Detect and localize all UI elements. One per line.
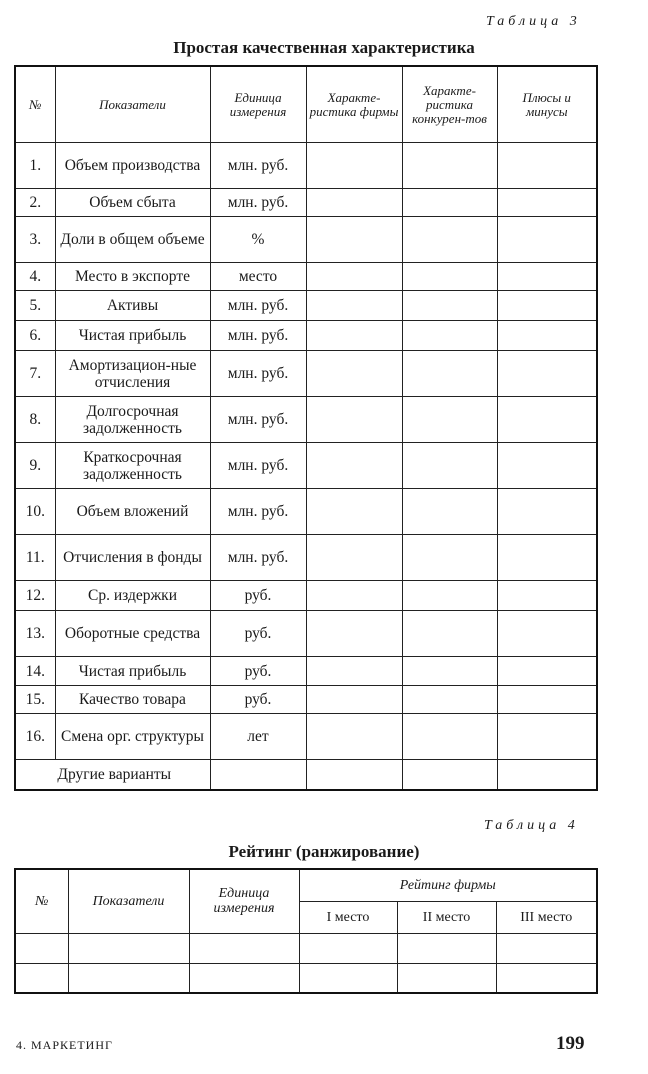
t4-header-rating: Рейтинг фирмы <box>299 869 597 901</box>
pros-cons-cell <box>497 397 597 443</box>
pros-cons-cell <box>497 657 597 686</box>
competitor-cell <box>402 189 497 217</box>
indicator-name: Чистая прибыль <box>55 321 210 351</box>
unit-value: млн. руб. <box>210 535 306 581</box>
pros-cons-cell <box>497 443 597 489</box>
pros-cons-cell <box>497 581 597 611</box>
unit-value: млн. руб. <box>210 397 306 443</box>
table-row <box>15 321 597 351</box>
indicator-name: Амортизацион-ные отчисления <box>55 351 210 397</box>
table-row <box>15 611 597 657</box>
firm-cell <box>306 443 402 489</box>
t4-cell <box>68 963 189 993</box>
firm-cell <box>306 351 402 397</box>
table-row <box>15 351 597 397</box>
row-number: 12. <box>15 581 55 611</box>
indicator-name: Место в экспорте <box>55 263 210 291</box>
competitor-cell <box>402 291 497 321</box>
unit-value: лет <box>210 714 306 760</box>
firm-cell <box>306 686 402 714</box>
empty-cell <box>497 760 597 790</box>
indicator-name: Объем вложений <box>55 489 210 535</box>
empty-cell <box>402 760 497 790</box>
pros-cons-cell <box>497 143 597 189</box>
header-competitors: Характе-ристика конкурен-тов <box>402 66 497 143</box>
header-pros-cons: Плюсы и минусы <box>497 66 597 143</box>
pros-cons-cell <box>497 321 597 351</box>
firm-cell <box>306 657 402 686</box>
t4-header-num: № <box>15 869 68 933</box>
competitor-cell <box>402 657 497 686</box>
t4-cell <box>68 933 189 963</box>
unit-value: млн. руб. <box>210 489 306 535</box>
competitor-cell <box>402 714 497 760</box>
table-row <box>15 535 597 581</box>
indicator-name: Доли в общем объеме <box>55 217 210 263</box>
t4-header-place2: II место <box>397 901 496 933</box>
unit-value: руб. <box>210 686 306 714</box>
row-number: 9. <box>15 443 55 489</box>
row-number: 5. <box>15 291 55 321</box>
row-number: 13. <box>15 611 55 657</box>
firm-cell <box>306 217 402 263</box>
other-variants-label: Другие варианты <box>15 760 210 790</box>
pros-cons-cell <box>497 217 597 263</box>
unit-value: руб. <box>210 657 306 686</box>
firm-cell <box>306 397 402 443</box>
row-number: 16. <box>15 714 55 760</box>
competitor-cell <box>402 535 497 581</box>
unit-value: млн. руб. <box>210 443 306 489</box>
firm-cell <box>306 263 402 291</box>
row-number: 3. <box>15 217 55 263</box>
pros-cons-cell <box>497 535 597 581</box>
table-row <box>15 489 597 535</box>
t4-cell <box>496 933 597 963</box>
table-row <box>15 263 597 291</box>
firm-cell <box>306 321 402 351</box>
table-row <box>15 714 597 760</box>
indicator-name: Качество товара <box>55 686 210 714</box>
row-number: 15. <box>15 686 55 714</box>
t4-header-unit: Единица измерения <box>189 869 299 933</box>
row-number: 11. <box>15 535 55 581</box>
table-row <box>15 291 597 321</box>
t4-header-indicators: Показатели <box>68 869 189 933</box>
competitor-cell <box>402 489 497 535</box>
table3 <box>14 65 598 791</box>
firm-cell <box>306 189 402 217</box>
section-label: 4. МАРКЕТИНГ <box>16 1038 113 1052</box>
t4-header-place3: III место <box>496 901 597 933</box>
t4-cell <box>397 963 496 993</box>
pros-cons-cell <box>497 351 597 397</box>
table-row <box>15 217 597 263</box>
table3-header-row <box>15 66 597 143</box>
table-row <box>15 686 597 714</box>
competitor-cell <box>402 611 497 657</box>
indicator-name: Смена орг. структуры <box>55 714 210 760</box>
unit-value: % <box>210 217 306 263</box>
pros-cons-cell <box>497 189 597 217</box>
unit-value: млн. руб. <box>210 291 306 321</box>
table3-title: Простая качественная характеристика <box>173 38 475 57</box>
competitor-cell <box>402 217 497 263</box>
indicator-name: Объем производства <box>55 143 210 189</box>
indicator-name: Долгосрочная задолженность <box>55 397 210 443</box>
firm-cell <box>306 291 402 321</box>
unit-value: руб. <box>210 611 306 657</box>
pros-cons-cell <box>497 263 597 291</box>
t4-cell <box>299 933 397 963</box>
unit-value: место <box>210 263 306 291</box>
row-number: 8. <box>15 397 55 443</box>
header-num: № <box>15 66 55 143</box>
table-row <box>15 443 597 489</box>
indicator-name: Отчисления в фонды <box>55 535 210 581</box>
row-number: 10. <box>15 489 55 535</box>
table4 <box>14 868 598 994</box>
row-number: 6. <box>15 321 55 351</box>
competitor-cell <box>402 321 497 351</box>
unit-value: млн. руб. <box>210 189 306 217</box>
indicator-name: Оборотные средства <box>55 611 210 657</box>
t4-cell <box>15 963 68 993</box>
pros-cons-cell <box>497 291 597 321</box>
table-row <box>15 397 597 443</box>
competitor-cell <box>402 263 497 291</box>
indicator-name: Активы <box>55 291 210 321</box>
pros-cons-cell <box>497 611 597 657</box>
competitor-cell <box>402 581 497 611</box>
indicator-name: Ср. издержки <box>55 581 210 611</box>
competitor-cell <box>402 686 497 714</box>
t4-cell <box>299 963 397 993</box>
table3-caption: Таблица 3 <box>486 14 581 29</box>
competitor-cell <box>402 397 497 443</box>
empty-cell <box>210 760 306 790</box>
unit-value: млн. руб. <box>210 351 306 397</box>
table4-title: Рейтинг (ранжирование) <box>228 842 420 861</box>
indicator-name: Чистая прибыль <box>55 657 210 686</box>
pros-cons-cell <box>497 686 597 714</box>
firm-cell <box>306 535 402 581</box>
page-number: 199 <box>556 1033 585 1054</box>
t4-cell <box>189 963 299 993</box>
competitor-cell <box>402 443 497 489</box>
firm-cell <box>306 611 402 657</box>
competitor-cell <box>402 143 497 189</box>
table-row <box>15 581 597 611</box>
row-number: 4. <box>15 263 55 291</box>
table-row <box>15 189 597 217</box>
t4-cell <box>496 963 597 993</box>
header-firm: Характе-ристика фирмы <box>306 66 402 143</box>
firm-cell <box>306 581 402 611</box>
t4-cell <box>15 933 68 963</box>
pros-cons-cell <box>497 714 597 760</box>
unit-value: руб. <box>210 581 306 611</box>
empty-cell <box>306 760 402 790</box>
unit-value: млн. руб. <box>210 321 306 351</box>
table-row <box>15 143 597 189</box>
table4-caption: Таблица 4 <box>484 818 579 833</box>
table4-row <box>15 963 597 993</box>
firm-cell <box>306 489 402 535</box>
t4-header-place1: I место <box>299 901 397 933</box>
t4-cell <box>397 933 496 963</box>
unit-value: млн. руб. <box>210 143 306 189</box>
firm-cell <box>306 714 402 760</box>
row-number: 1. <box>15 143 55 189</box>
table-row <box>15 657 597 686</box>
indicator-name: Объем сбыта <box>55 189 210 217</box>
header-indicators: Показатели <box>55 66 210 143</box>
indicator-name: Краткосрочная задолженность <box>55 443 210 489</box>
header-unit: Единица измерения <box>210 66 306 143</box>
pros-cons-cell <box>497 489 597 535</box>
firm-cell <box>306 143 402 189</box>
competitor-cell <box>402 351 497 397</box>
row-number: 14. <box>15 657 55 686</box>
row-number: 2. <box>15 189 55 217</box>
table-row-other <box>15 760 597 790</box>
table4-header-row <box>15 869 597 901</box>
table4-row <box>15 933 597 963</box>
row-number: 7. <box>15 351 55 397</box>
t4-cell <box>189 933 299 963</box>
